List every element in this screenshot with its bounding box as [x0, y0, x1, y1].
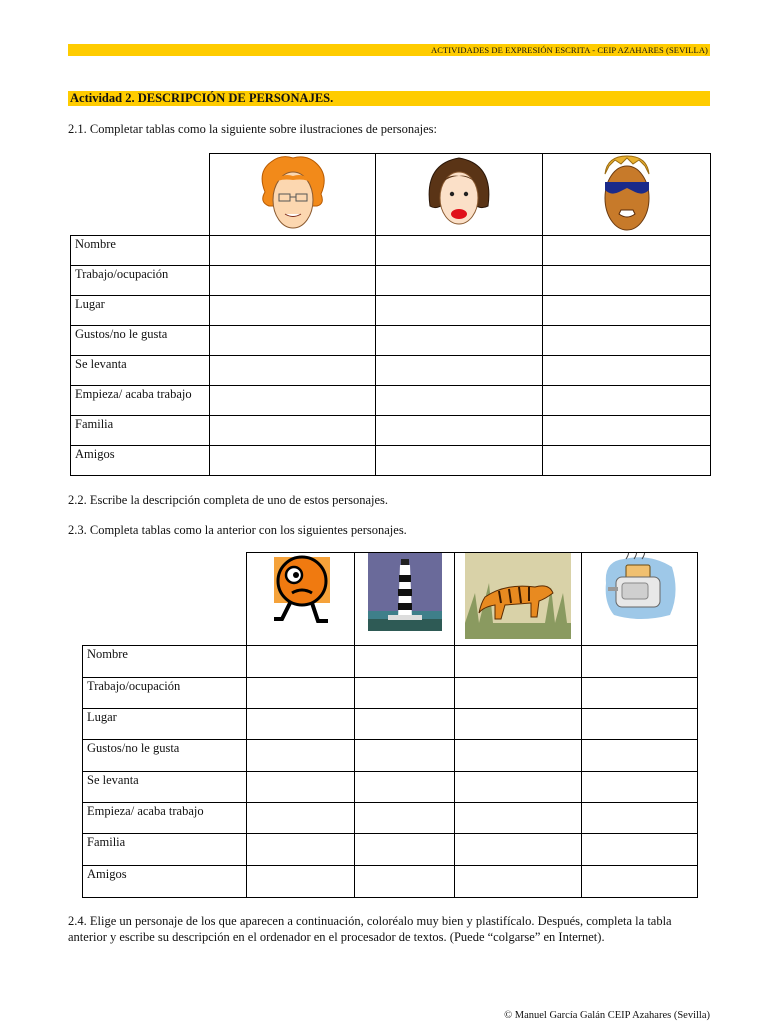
answer-cell[interactable] — [247, 646, 355, 678]
answer-cell[interactable] — [355, 709, 455, 740]
illustration-cell-3 — [543, 154, 711, 236]
answer-cell[interactable] — [543, 386, 711, 416]
row-label: Lugar — [71, 296, 210, 326]
answer-cell[interactable] — [355, 803, 455, 834]
table-row — [83, 834, 698, 866]
answer-cell[interactable] — [543, 446, 711, 476]
answer-cell[interactable] — [376, 416, 543, 446]
answer-cell[interactable] — [455, 646, 582, 678]
answer-cell[interactable] — [210, 266, 376, 296]
answer-cell[interactable] — [455, 678, 582, 709]
answer-cell[interactable] — [582, 646, 698, 678]
row-label: Se levanta — [83, 772, 247, 803]
answer-cell[interactable] — [210, 236, 376, 266]
answer-cell[interactable] — [210, 296, 376, 326]
table-row — [83, 678, 698, 709]
illustration-cell-1 — [247, 553, 355, 646]
answer-cell[interactable] — [210, 416, 376, 446]
answer-cell[interactable] — [543, 296, 711, 326]
answer-cell[interactable] — [247, 866, 355, 898]
illustration-row — [83, 553, 698, 646]
row-label: Trabajo/ocupación — [71, 266, 210, 296]
row-label: Gustos/no le gusta — [71, 326, 210, 356]
answer-cell[interactable] — [582, 709, 698, 740]
illustration-cell-3 — [455, 553, 582, 646]
table-row — [71, 386, 711, 416]
illustration-cell-4 — [582, 553, 698, 646]
instruction-2-4-line-2: anterior y escribe su descripción en el ordenador en el procesador de textos. (Puede “colgarse” en Internet). — [68, 930, 605, 944]
answer-cell[interactable] — [543, 356, 711, 386]
table-row — [71, 266, 711, 296]
character-table-2 — [82, 552, 698, 898]
table-row — [71, 296, 711, 326]
answer-cell[interactable] — [455, 834, 582, 866]
tiger-icon — [465, 553, 571, 639]
row-label: Lugar — [83, 709, 247, 740]
blank-corner — [71, 154, 210, 236]
header-text: ACTIVIDADES DE EXPRESIÓN ESCRITA - CEIP AZAHARES (SEVILLA) — [430, 45, 708, 55]
answer-cell[interactable] — [582, 678, 698, 709]
answer-cell[interactable] — [247, 772, 355, 803]
table-row — [83, 803, 698, 834]
activity-title: Actividad 2. DESCRIPCIÓN DE PERSONAJES. — [70, 91, 334, 105]
row-label: Empieza/ acaba trabajo — [71, 386, 210, 416]
orange-cartoon-character-icon — [266, 553, 336, 629]
answer-cell[interactable] — [376, 266, 543, 296]
table-row — [71, 446, 711, 476]
table-row — [83, 866, 698, 898]
answer-cell[interactable] — [247, 803, 355, 834]
answer-cell[interactable] — [376, 296, 543, 326]
table-row — [71, 416, 711, 446]
row-label: Gustos/no le gusta — [83, 740, 247, 772]
activity-title-bar — [68, 91, 710, 106]
footer-copyright: © Manuel García Galán CEIP Azahares (Sevilla) — [504, 1010, 710, 1021]
answer-cell[interactable] — [455, 772, 582, 803]
character-table-1 — [70, 153, 711, 476]
answer-cell[interactable] — [355, 678, 455, 709]
answer-cell[interactable] — [355, 834, 455, 866]
row-label: Trabajo/ocupación — [83, 678, 247, 709]
illustration-cell-1 — [210, 154, 376, 236]
answer-cell[interactable] — [376, 236, 543, 266]
answer-cell[interactable] — [210, 446, 376, 476]
answer-cell[interactable] — [355, 740, 455, 772]
toaster-icon — [600, 553, 680, 625]
answer-cell[interactable] — [247, 678, 355, 709]
lighthouse-icon — [368, 553, 442, 631]
row-label: Familia — [71, 416, 210, 446]
answer-cell[interactable] — [582, 803, 698, 834]
row-label: Nombre — [71, 236, 210, 266]
row-label: Se levanta — [71, 356, 210, 386]
answer-cell[interactable] — [582, 772, 698, 803]
table-row — [83, 772, 698, 803]
answer-cell[interactable] — [376, 446, 543, 476]
instruction-2-2: 2.2. Escribe la descripción completa de uno de estos personajes. — [68, 493, 389, 507]
answer-cell[interactable] — [210, 326, 376, 356]
answer-cell[interactable] — [455, 740, 582, 772]
answer-cell[interactable] — [376, 386, 543, 416]
redhead-woman-face-icon — [255, 154, 331, 232]
table-row — [83, 709, 698, 740]
table-row — [71, 326, 711, 356]
answer-cell[interactable] — [376, 326, 543, 356]
illustration-row — [71, 154, 711, 236]
table-row — [83, 740, 698, 772]
instruction-2-4-line-1: 2.4. Elige un personaje de los que aparecen a continuación, coloréalo muy bien y plastifícalo. Después, completa la tabla — [68, 914, 672, 928]
row-label: Amigos — [83, 866, 247, 898]
answer-cell[interactable] — [355, 866, 455, 898]
row-label: Amigos — [71, 446, 210, 476]
answer-cell[interactable] — [582, 740, 698, 772]
header-bar — [68, 44, 710, 56]
row-label: Nombre — [83, 646, 247, 678]
instruction-2-1: 2.1. Completar tablas como la siguiente sobre ilustraciones de personajes: — [68, 122, 438, 136]
answer-cell[interactable] — [455, 803, 582, 834]
answer-cell[interactable] — [355, 772, 455, 803]
answer-cell[interactable] — [210, 356, 376, 386]
answer-cell[interactable] — [543, 236, 711, 266]
table-row — [83, 646, 698, 678]
instruction-2-3: 2.3. Completa tablas como la anterior con los siguientes personajes. — [68, 523, 407, 537]
answer-cell[interactable] — [543, 416, 711, 446]
answer-cell[interactable] — [455, 866, 582, 898]
answer-cell[interactable] — [543, 326, 711, 356]
answer-cell[interactable] — [582, 834, 698, 866]
answer-cell[interactable] — [247, 709, 355, 740]
illustration-cell-2 — [355, 553, 455, 646]
answer-cell[interactable] — [247, 740, 355, 772]
table-row — [71, 356, 711, 386]
answer-cell[interactable] — [210, 386, 376, 416]
answer-cell[interactable] — [582, 866, 698, 898]
table-row — [71, 236, 711, 266]
row-label: Familia — [83, 834, 247, 866]
brunette-woman-face-icon — [424, 154, 494, 232]
sunglasses-man-face-icon — [597, 154, 657, 234]
answer-cell[interactable] — [355, 646, 455, 678]
answer-cell[interactable] — [455, 709, 582, 740]
row-label: Empieza/ acaba trabajo — [83, 803, 247, 834]
answer-cell[interactable] — [247, 834, 355, 866]
blank-corner — [83, 553, 247, 646]
answer-cell[interactable] — [376, 356, 543, 386]
answer-cell[interactable] — [543, 266, 711, 296]
illustration-cell-2 — [376, 154, 543, 236]
